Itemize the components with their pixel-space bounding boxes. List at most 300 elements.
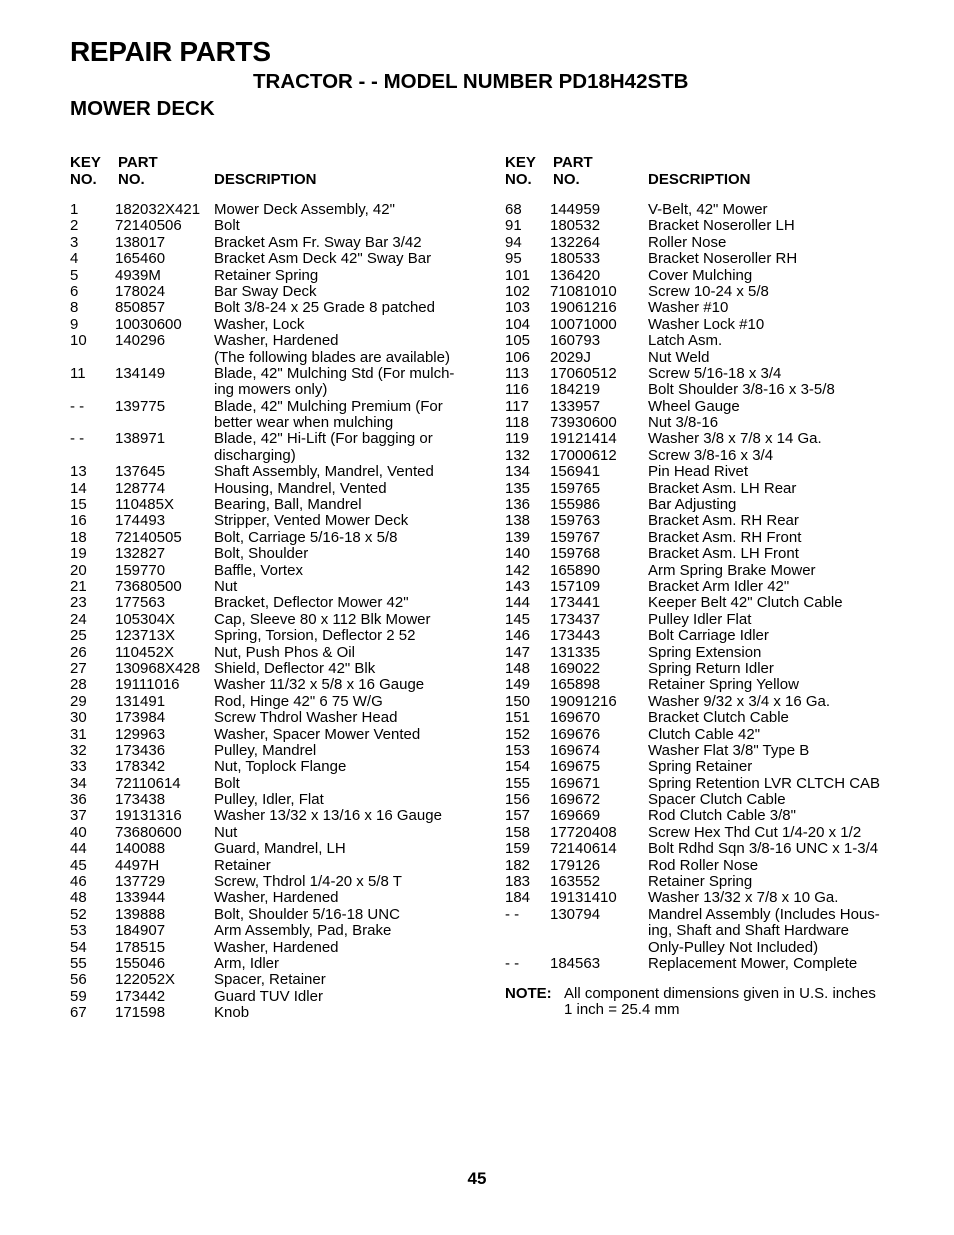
part-description: Arm, Idler (214, 954, 280, 972)
part-number: 184563 (550, 954, 601, 972)
part-number: 132264 (550, 233, 601, 251)
part-description: Spacer, Retainer (214, 971, 326, 989)
parts-table-left (70, 154, 470, 1022)
part-number: 137729 (115, 873, 166, 891)
part-number: 10030600 (115, 315, 182, 333)
table-row (505, 235, 925, 251)
table-row (70, 530, 470, 546)
table-row (70, 743, 470, 759)
section-heading: MOWER DECK (70, 97, 215, 120)
table-row (505, 448, 925, 464)
table-row (505, 792, 925, 808)
part-number: 169672 (550, 791, 601, 809)
part-description: ing, Shaft and Shaft Hardware (648, 922, 849, 940)
part-description: Arm Spring Brake Mower (648, 561, 816, 579)
key-header-line2: NO. (70, 171, 97, 188)
part-description: Spring Retainer (648, 758, 753, 776)
table-row (505, 382, 925, 398)
table-row (70, 858, 470, 874)
part-number: 110452X (115, 643, 174, 661)
key-number: 25 (70, 627, 87, 645)
table-row (505, 890, 925, 906)
part-description: Nut, Toplock Flange (214, 758, 347, 776)
table-row (505, 759, 925, 775)
page-number: 45 (467, 1169, 487, 1188)
key-number: 116 (505, 381, 529, 399)
part-description: Bolt (214, 774, 240, 792)
key-header-line1: KEY (70, 154, 101, 171)
part-description: Bar Adjusting (648, 496, 737, 514)
table-row (70, 874, 470, 890)
table-row (505, 940, 925, 956)
part-description: Cover Mulching (648, 266, 753, 284)
part-description: Bracket Asm Fr. Sway Bar 3/42 (214, 233, 422, 251)
part-number: 155046 (115, 954, 166, 972)
table-row (70, 464, 470, 480)
part-description: Pulley Idler Flat (648, 610, 752, 628)
part-number: 169670 (550, 709, 601, 727)
table-row (70, 366, 470, 382)
part-description: Bracket Asm. RH Rear (648, 512, 799, 530)
key-number: 20 (70, 561, 87, 579)
key-number: 32 (70, 741, 87, 759)
key-number: 158 (505, 823, 531, 841)
table-row (70, 595, 470, 611)
table-row (70, 792, 470, 808)
part-description: Bracket Noseroller LH (648, 217, 795, 235)
part-description: V-Belt, 42" Mower (648, 201, 768, 218)
part-number: 19111016 (115, 676, 180, 694)
key-number: 4 (70, 250, 79, 268)
part-description: Retainer Spring (648, 873, 753, 891)
part-number: 19131410 (550, 889, 617, 907)
part-description: Housing, Mandrel, Vented (214, 479, 387, 497)
part-description: Baffle, Vortex (214, 561, 303, 579)
key-number: 139 (505, 528, 531, 546)
key-number: 184 (505, 889, 531, 907)
part-description: Blade, 42" Mulching Premium (For (214, 397, 443, 415)
key-number: 91 (505, 217, 522, 235)
table-row (70, 677, 470, 693)
key-number: 44 (70, 840, 87, 858)
part-number: 105304X (115, 610, 176, 628)
table-row (70, 972, 470, 988)
table-row (505, 513, 925, 529)
key-number: 135 (505, 479, 531, 497)
key-number: 1 (70, 201, 79, 218)
part-description: Stripper, Vented Mower Deck (214, 512, 409, 530)
part-number: 159767 (550, 528, 601, 546)
part-number: 177563 (115, 594, 166, 612)
part-description: Spring Extension (648, 643, 762, 661)
key-number: 113 (505, 364, 529, 382)
part-description: Nut (214, 577, 238, 595)
part-number: 178342 (115, 758, 166, 776)
key-number: 45 (70, 856, 87, 874)
table-row (505, 874, 925, 890)
table-row (70, 907, 470, 923)
table-row (505, 858, 925, 874)
part-number: 139888 (115, 905, 166, 923)
part-description: Blade, 42" Mulching Std (For mulch- (214, 364, 455, 382)
key-number: 28 (70, 676, 87, 694)
table-row (70, 989, 470, 1005)
table-body (505, 202, 925, 972)
part-number: 138017 (115, 233, 166, 251)
part-description: Washer Flat 3/8" Type B (648, 741, 810, 759)
part-description: Screw 5/16-18 x 3/4 (648, 364, 782, 382)
key-number: 149 (505, 676, 531, 694)
part-description: Bolt Shoulder 3/8-16 x 3-5/8 (648, 381, 835, 399)
part-number: 173441 (550, 594, 601, 612)
part-number: 163552 (550, 873, 601, 891)
table-row (70, 284, 470, 300)
key-number: 24 (70, 610, 87, 628)
part-number: 19091216 (550, 692, 617, 710)
table-row (505, 579, 925, 595)
part-description: Screw, Thdrol 1/4-20 x 5/8 T (214, 873, 402, 891)
key-number: 101 (505, 266, 531, 284)
part-description: Pulley, Idler, Flat (214, 791, 324, 809)
part-description: Bracket Asm Deck 42" Sway Bar (214, 250, 432, 268)
table-row (70, 431, 470, 447)
key-number: 145 (505, 610, 531, 628)
table-row (505, 399, 925, 415)
table-row (70, 333, 470, 349)
table-row (70, 202, 470, 218)
part-description: Washer 13/32 x 13/16 x 16 Gauge (214, 807, 442, 825)
description-header: DESCRIPTION (214, 171, 317, 188)
key-number: 3 (70, 233, 79, 251)
table-row (505, 727, 925, 743)
key-number: 132 (505, 446, 531, 464)
key-number: 54 (70, 938, 87, 956)
part-description: Pulley, Mandrel (214, 741, 317, 759)
key-number: 151 (505, 709, 531, 727)
note-text-line1: All component dimensions given in U.S. inches (564, 985, 876, 1002)
table-row (505, 563, 925, 579)
part-description: Bolt Carriage Idler (648, 627, 769, 645)
table-row (70, 776, 470, 792)
table-row (70, 546, 470, 562)
part-number: 130794 (550, 905, 601, 923)
part-number: 173442 (115, 987, 166, 1005)
key-number: 5 (70, 266, 79, 284)
key-number: 152 (505, 725, 531, 743)
table-row (505, 202, 925, 218)
part-description: Bolt Rdhd Sqn 3/8-16 UNC x 1-3/4 (648, 840, 879, 858)
key-number: 2 (70, 217, 79, 235)
key-number: 46 (70, 873, 87, 891)
key-number: 10 (70, 332, 87, 350)
part-description: Bracket Noseroller RH (648, 250, 798, 268)
part-number: 130968X428 (115, 659, 201, 677)
table-row (70, 808, 470, 824)
part-number: 19131316 (115, 807, 182, 825)
part-description: Bolt (214, 217, 240, 235)
table-row (505, 645, 925, 661)
table-header (70, 154, 470, 202)
part-description: Bolt 3/8-24 x 25 Grade 8 patched (214, 299, 435, 317)
part-number: 134149 (115, 364, 166, 382)
key-number: - - (70, 397, 85, 415)
key-number: 143 (505, 577, 531, 595)
part-number: 180533 (550, 250, 601, 268)
key-number: 21 (70, 577, 87, 595)
part-number: 169674 (550, 741, 601, 759)
part-number: 140088 (115, 840, 166, 858)
key-number: 67 (70, 1004, 87, 1022)
key-number: 16 (70, 512, 87, 530)
key-number: 150 (505, 692, 531, 710)
part-description: Retainer (214, 856, 271, 874)
key-number: 48 (70, 889, 87, 907)
key-number: 56 (70, 971, 87, 989)
part-description: Bracket Arm Idler 42" (648, 577, 790, 595)
part-number: 129963 (115, 725, 166, 743)
key-number: 52 (70, 905, 87, 923)
part-number: 4497H (115, 856, 160, 874)
key-number: - - (70, 430, 85, 448)
table-row (70, 890, 470, 906)
table-row (70, 956, 470, 972)
key-number: 94 (505, 233, 522, 251)
key-number: 53 (70, 922, 87, 940)
part-number: 72140506 (115, 217, 182, 235)
key-number: 27 (70, 659, 87, 677)
table-row (505, 546, 925, 562)
key-number: 140 (505, 545, 531, 563)
part-description: Nut (214, 823, 238, 841)
part-number: 19121414 (550, 430, 617, 448)
table-row (505, 694, 925, 710)
table-row (505, 776, 925, 792)
part-number: 173984 (115, 709, 166, 727)
table-row (505, 268, 925, 284)
part-number: 123713X (115, 627, 176, 645)
key-number: 105 (505, 332, 531, 350)
table-header (505, 154, 925, 202)
part-description: Washer, Hardened (214, 332, 339, 350)
table-row (70, 579, 470, 595)
part-number: 178515 (115, 938, 166, 956)
part-description: Bracket Asm. LH Rear (648, 479, 797, 497)
part-number: 169022 (550, 659, 601, 677)
part-description: Washer, Spacer Mower Vented (214, 725, 421, 743)
part-description: Nut 3/8-16 (648, 414, 719, 432)
part-description: Spring Retention LVR CLTCH CAB (648, 774, 881, 792)
part-description: Knob (214, 1004, 250, 1022)
table-row (505, 595, 925, 611)
key-number: 154 (505, 758, 531, 776)
table-row (505, 431, 925, 447)
table-row (505, 317, 925, 333)
key-number: 117 (505, 397, 529, 415)
table-row (70, 563, 470, 579)
part-description: Washer 11/32 x 5/8 x 16 Gauge (214, 676, 425, 694)
table-row (70, 415, 470, 431)
part-number: 17000612 (550, 446, 617, 464)
part-description: Bracket, Deflector Mower 42" (214, 594, 409, 612)
part-description: Retainer Spring (214, 266, 319, 284)
part-number: 173436 (115, 741, 166, 759)
part-number: 159768 (550, 545, 601, 563)
key-number: 142 (505, 561, 531, 579)
key-number: 159 (505, 840, 531, 858)
table-row (505, 710, 925, 726)
part-number: 169669 (550, 807, 601, 825)
table-row (505, 218, 925, 234)
part-number: 182032X421 (115, 201, 201, 218)
part-description: Guard TUV Idler (214, 987, 323, 1005)
table-row (70, 759, 470, 775)
table-row (70, 251, 470, 267)
part-number: 178024 (115, 282, 166, 300)
part-number: 160793 (550, 332, 601, 350)
part-number: 165890 (550, 561, 601, 579)
part-description: Rod Clutch Cable 3/8" (648, 807, 796, 825)
key-number: 147 (505, 643, 531, 661)
part-description: Shaft Assembly, Mandrel, Vented (214, 463, 434, 481)
note-label: NOTE: (505, 985, 552, 1002)
table-row (505, 612, 925, 628)
part-number: 128774 (115, 479, 166, 497)
table-row (505, 677, 925, 693)
key-number: 155 (505, 774, 531, 792)
part-number: 138971 (115, 430, 166, 448)
part-number: 169675 (550, 758, 601, 776)
table-row (505, 956, 925, 972)
key-number: 11 (70, 364, 86, 382)
part-description: Blade, 42" Hi-Lift (For bagging or (214, 430, 433, 448)
part-number: 169676 (550, 725, 601, 743)
key-number: 157 (505, 807, 531, 825)
table-row (70, 497, 470, 513)
key-number: 134 (505, 463, 531, 481)
part-number: 131335 (550, 643, 601, 661)
part-number: 159763 (550, 512, 601, 530)
key-number: 31 (70, 725, 87, 743)
part-description: Rod Roller Nose (648, 856, 759, 874)
part-description: (The following blades are available) (214, 348, 450, 366)
table-row (70, 300, 470, 316)
part-description: Washer, Lock (214, 315, 305, 333)
table-row (70, 382, 470, 398)
key-number: 36 (70, 791, 87, 809)
table-row (70, 645, 470, 661)
part-number: 17720408 (550, 823, 617, 841)
part-number: 165898 (550, 676, 601, 694)
table-row (505, 251, 925, 267)
part-description: Washer, Hardened (214, 938, 339, 956)
note-text-line2: 1 inch = 25.4 mm (564, 1001, 680, 1018)
part-number: 73930600 (550, 414, 617, 432)
table-row (505, 841, 925, 857)
part-number: 131491 (115, 692, 166, 710)
part-number: 133944 (115, 889, 166, 907)
part-number: 169671 (550, 774, 601, 792)
table-row (505, 284, 925, 300)
key-number: - - (505, 905, 520, 923)
table-row (505, 350, 925, 366)
table-row (505, 333, 925, 349)
part-description: Retainer Spring Yellow (648, 676, 799, 694)
part-description: Shield, Deflector 42" Blk (214, 659, 376, 677)
table-row (70, 923, 470, 939)
key-number: 8 (70, 299, 79, 317)
key-number: 119 (505, 430, 529, 448)
page-title: REPAIR PARTS (70, 36, 271, 67)
table-row (70, 399, 470, 415)
part-number: 133957 (550, 397, 601, 415)
key-number: 102 (505, 282, 531, 300)
part-description: Arm Assembly, Pad, Brake (214, 922, 392, 940)
key-number: 19 (70, 545, 87, 563)
key-number: 30 (70, 709, 87, 727)
part-header-line1: PART (118, 154, 158, 171)
table-row (70, 513, 470, 529)
table-row (70, 481, 470, 497)
part-number: 155986 (550, 496, 601, 514)
key-number: 153 (505, 741, 531, 759)
table-row (70, 661, 470, 677)
part-number: 136420 (550, 266, 601, 284)
part-number: 173437 (550, 610, 601, 628)
part-number: 184907 (115, 922, 166, 940)
part-description: Washer 13/32 x 7/8 x 10 Ga. (648, 889, 839, 907)
table-row (505, 661, 925, 677)
key-number: 104 (505, 315, 531, 333)
key-number: 14 (70, 479, 87, 497)
part-number: 156941 (550, 463, 601, 481)
table-row (505, 497, 925, 513)
part-description: Clutch Cable 42" (648, 725, 761, 743)
table-row (505, 907, 925, 923)
key-number: 156 (505, 791, 531, 809)
part-header-line1: PART (553, 154, 593, 171)
part-description: Screw 3/8-16 x 3/4 (648, 446, 774, 464)
description-header: DESCRIPTION (648, 171, 751, 188)
part-number: 159765 (550, 479, 601, 497)
part-header-line2: NO. (118, 171, 145, 188)
table-row (70, 841, 470, 857)
table-row (70, 448, 470, 464)
part-description: Bolt, Carriage 5/16-18 x 5/8 (214, 528, 398, 546)
part-number: 132827 (115, 545, 166, 563)
part-number: 144959 (550, 201, 601, 218)
table-row (70, 727, 470, 743)
part-description: Wheel Gauge (648, 397, 740, 415)
part-description: Rod, Hinge 42" 6 75 W/G (214, 692, 383, 710)
table-row (70, 825, 470, 841)
part-description: Guard, Mandrel, LH (214, 840, 346, 858)
table-row (70, 710, 470, 726)
part-description: Bolt, Shoulder (214, 545, 309, 563)
part-number: 17060512 (550, 364, 617, 382)
part-number: 173438 (115, 791, 166, 809)
key-number: 146 (505, 627, 531, 645)
key-number: 33 (70, 758, 87, 776)
table-row (505, 808, 925, 824)
part-number: 165460 (115, 250, 166, 268)
part-number: 850857 (115, 299, 166, 317)
key-number: 6 (70, 282, 79, 300)
key-number: 183 (505, 873, 531, 891)
part-number: 72110614 (115, 774, 181, 792)
part-number: 139775 (115, 397, 166, 415)
key-number: 144 (505, 594, 531, 612)
parts-table-right (505, 154, 925, 972)
